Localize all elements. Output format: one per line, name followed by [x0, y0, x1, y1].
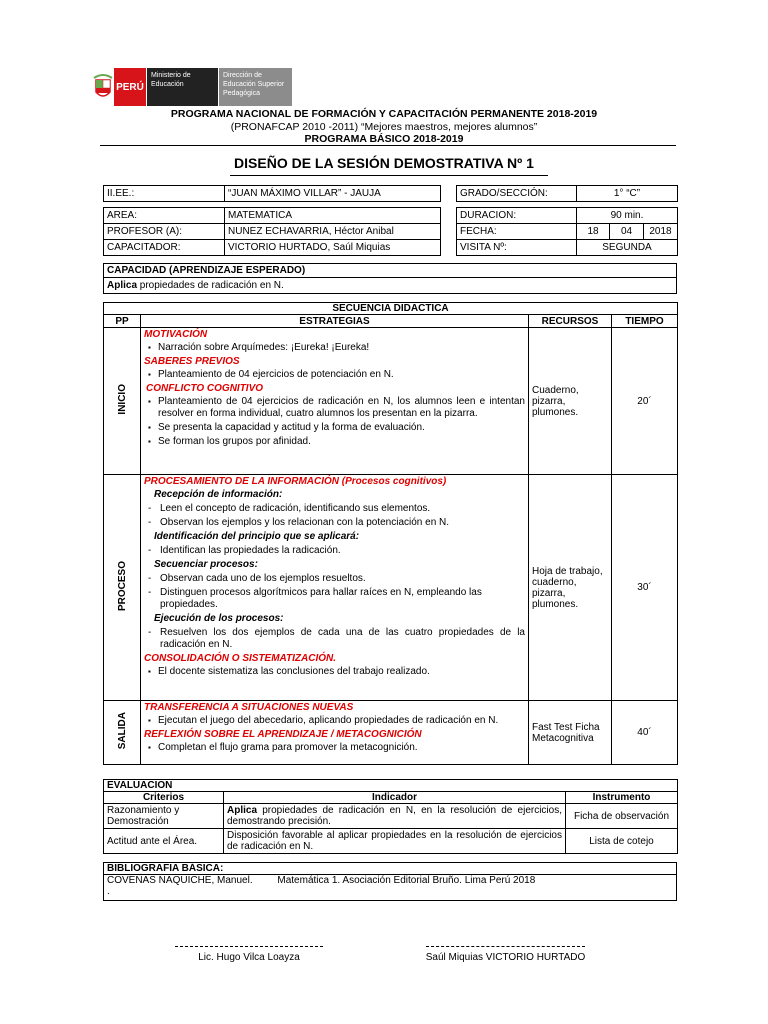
- bibliografia-table: [103, 862, 677, 901]
- proceso-strategies: [141, 475, 529, 701]
- bibliografia-reference: Matemática 1. Asociación Editorial Bruño. Lima Perú 2018: [277, 875, 536, 886]
- salida-strategies: [141, 701, 529, 765]
- indicador-1: [224, 804, 566, 829]
- capacidad-rest: propiedades de radicación en N.: [137, 280, 284, 291]
- procesamiento-heading: PROCESAMIENTO DE LA INFORMACIÓN (Procesos cognitivos): [144, 476, 447, 487]
- capacidad-header: CAPACIDAD (APRENDIZAJE ESPERADO): [104, 264, 677, 278]
- info-left-table: [103, 185, 441, 202]
- instrumento-1: Ficha de observación: [566, 804, 678, 829]
- conflicto-item-3: ▪ Se forman los grupos por afinidad.: [148, 436, 525, 448]
- profesor-value: NUNEZ ECHAVARRIA, Héctor Anibal: [225, 224, 441, 240]
- signature-right: Saúl Miquias VICTORIO HURTADO: [425, 952, 586, 963]
- identificacion-item-1: - Identifican las propiedades la radicación.: [148, 545, 525, 557]
- secuencia-table: [103, 302, 678, 765]
- criterio-1: Razonamiento y Demostración: [104, 804, 224, 829]
- criterio-2: Actitud ante el Área.: [104, 829, 224, 854]
- col-recursos: RECURSOS: [529, 315, 612, 328]
- motivacion-heading: MOTIVACIÓN: [144, 329, 208, 340]
- bibliografia-body: [104, 875, 677, 901]
- transferencia-heading: TRANSFERENCIA A SITUACIONES NUEVAS: [144, 702, 354, 713]
- indicador-2: Disposición favorable al aplicar propiedades en la resolución de ejercicios de radicación en N.: [224, 829, 566, 854]
- inicio-row: [104, 328, 678, 475]
- bibliografia-author: COVEÑAS NAQUICHE, Manuel.: [107, 875, 253, 886]
- header-divider: [100, 145, 676, 146]
- motivacion-item: ▪ Narración sobre Arquímedes: ¡Eureka! ¡Eureka!: [148, 342, 525, 354]
- info-left-table-2: [103, 207, 441, 256]
- recepcion-item-2: - Observan los ejemplos y los relacionan con la potenciación en N.: [148, 517, 525, 529]
- col-pp: PP: [104, 315, 141, 328]
- salida-row: [104, 701, 678, 765]
- proceso-tiempo: 30´: [612, 475, 678, 701]
- saberes-heading: SABERES PREVIOS: [144, 356, 240, 367]
- ministry-logo: [92, 68, 292, 106]
- secuenciar-item-2: - Distinguen procesos algorítmicos para hallar raíces en N, empleando las propiedades.: [148, 587, 525, 611]
- fecha-year: 2018: [644, 224, 678, 240]
- ministry-label: Ministerio de Educación: [146, 68, 218, 106]
- col-criterios: Criterios: [104, 792, 224, 804]
- col-tiempo: TIEMPO: [612, 315, 678, 328]
- fecha-day: 18: [577, 224, 610, 240]
- inicio-phase-cell: [104, 328, 141, 475]
- recepcion-heading: Recepción de información:: [154, 489, 283, 500]
- salida-recursos: Fast Test Ficha Metacognitiva: [529, 701, 612, 765]
- evaluacion-row: [104, 829, 678, 854]
- fecha-label: FECHA:: [457, 224, 577, 240]
- proceso-recursos: Hoja de trabajo, cuaderno, pizarra, plumones.: [529, 475, 612, 701]
- grado-value: 1° “C”: [577, 186, 678, 202]
- page-title: DISEÑO DE LA SESIÓN DEMOSTRATIVA Nº 1: [234, 155, 534, 171]
- col-estrategias: ESTRATEGIAS: [141, 315, 529, 328]
- program-subtitle: (PRONAFCAP 2010 -2011) “Mejores maestros, mejores alumnos”: [230, 121, 538, 133]
- reflexion-item-1: ▪ Completan el flujo grama para promover la metacognición.: [148, 742, 525, 754]
- info-right-table: [456, 207, 678, 256]
- iiee-value: “JUAN MÁXIMO VILLAR” - JAUJA: [225, 186, 441, 202]
- program-basic: PROGRAMA BÁSICO 2018-2019: [304, 133, 464, 145]
- saberes-item: ▪ Planteamiento de 04 ejercicios de potenciación en N.: [148, 369, 525, 381]
- bibliografia-extra: .: [107, 886, 110, 897]
- secuencia-title: SECUENCIA DIDACTICA: [104, 303, 678, 315]
- signature-line-left: [175, 946, 323, 948]
- inicio-tiempo: 20´: [612, 328, 678, 475]
- capacitador-label: CAPACITADOR:: [104, 240, 225, 256]
- area-value: MATEMATICA: [225, 208, 441, 224]
- duracion-label: DURACION:: [457, 208, 577, 224]
- signature-left: Lic. Hugo Vilca Loayza: [198, 952, 300, 963]
- instrumento-2: Lista de cotejo: [566, 829, 678, 854]
- conflicto-heading: CONFLICTO COGNITIVO: [146, 383, 264, 394]
- salida-tiempo: 40´: [612, 701, 678, 765]
- transferencia-item-1: ▪ Ejecutan el juego del abecedario, aplicando propiedades de radicación en N.: [148, 715, 525, 727]
- bibliografia-title: BIBLIOGRAFIA BÁSICA:: [104, 863, 677, 875]
- indicador-1-text: propiedades de radicación en N, en la resolución de ejercicios, demostrando precisión.: [227, 805, 562, 827]
- inicio-phase: INICIO: [116, 384, 128, 415]
- col-indicador: Indicador: [224, 792, 566, 804]
- direction-label: Dirección de Educación Superior Pedagógica: [218, 68, 292, 106]
- capacidad-table: [103, 263, 677, 294]
- conflicto-item-2: ▪ Se presenta la capacidad y actitud y la forma de evaluación.: [148, 422, 525, 434]
- visita-label: VISITA Nº:: [457, 240, 577, 256]
- salida-phase-cell: [104, 701, 141, 765]
- reflexion-heading: REFLEXIÓN SOBRE EL APRENDIZAJE / METACOGNICIÓN: [144, 729, 422, 740]
- consolidacion-item-1: ▪ El docente sistematiza las conclusiones del trabajo realizado.: [148, 666, 525, 678]
- salida-phase: SALIDA: [116, 712, 128, 750]
- evaluacion-title: EVALUACION: [104, 780, 678, 792]
- secuenciar-item-1: - Observan cada uno de los ejemplos resueltos.: [148, 573, 525, 585]
- indicador-1-bold: Aplica: [227, 805, 258, 816]
- evaluacion-table: [103, 779, 678, 854]
- title-underline: [230, 175, 548, 176]
- evaluacion-row: [104, 804, 678, 829]
- identificacion-heading: Identificación del principio que se aplicará:: [154, 531, 360, 542]
- proceso-phase: PROCESO: [116, 560, 128, 611]
- grado-table: [456, 185, 678, 202]
- peru-label: PERÚ: [114, 68, 146, 106]
- ejecucion-heading: Ejecución de los procesos:: [154, 613, 284, 624]
- program-title: PROGRAMA NACIONAL DE FORMACIÓN Y CAPACITACIÓN PERMANENTE 2018-2019: [170, 108, 598, 120]
- signature-line-right: [426, 946, 585, 948]
- ejecucion-item-1: - Resuelven los dos ejemplos de cada una de las cuatro propiedades de la radicación en N.: [148, 627, 525, 651]
- conflicto-item-1: ▪ Planteamiento de 04 ejercicios de radicación en N, los alumnos leen e intentan resolver en forma individual, cuatro alumnos los presentan en la pizarra.: [148, 396, 525, 420]
- grado-label: GRADO/SECCIÓN:: [457, 186, 577, 202]
- secuenciar-heading: Secuenciar procesos:: [154, 559, 258, 570]
- capacidad-bold: Aplica: [107, 280, 138, 291]
- inicio-recursos: Cuaderno, pizarra, plumones.: [529, 328, 612, 475]
- duracion-value: 90 min.: [577, 208, 678, 224]
- proceso-row: [104, 475, 678, 701]
- consolidacion-heading: CONSOLIDACIÓN O SISTEMATIZACIÓN.: [144, 653, 337, 664]
- profesor-label: PROFESOR (A):: [104, 224, 225, 240]
- inicio-strategies: [141, 328, 529, 475]
- capacidad-text: [104, 278, 677, 294]
- recepcion-item-1: - Leen el concepto de radicación, identificando sus elementos.: [148, 503, 525, 515]
- visita-value: SEGUNDA: [577, 240, 678, 256]
- col-instrumento: Instrumento: [566, 792, 678, 804]
- proceso-phase-cell: [104, 475, 141, 701]
- area-label: AREA:: [104, 208, 225, 224]
- coat-of-arms-icon: [92, 68, 114, 106]
- capacitador-value: VICTORIO HURTADO, Saúl Miquias: [225, 240, 441, 256]
- iiee-label: II.EE.:: [104, 186, 225, 202]
- fecha-month: 04: [610, 224, 644, 240]
